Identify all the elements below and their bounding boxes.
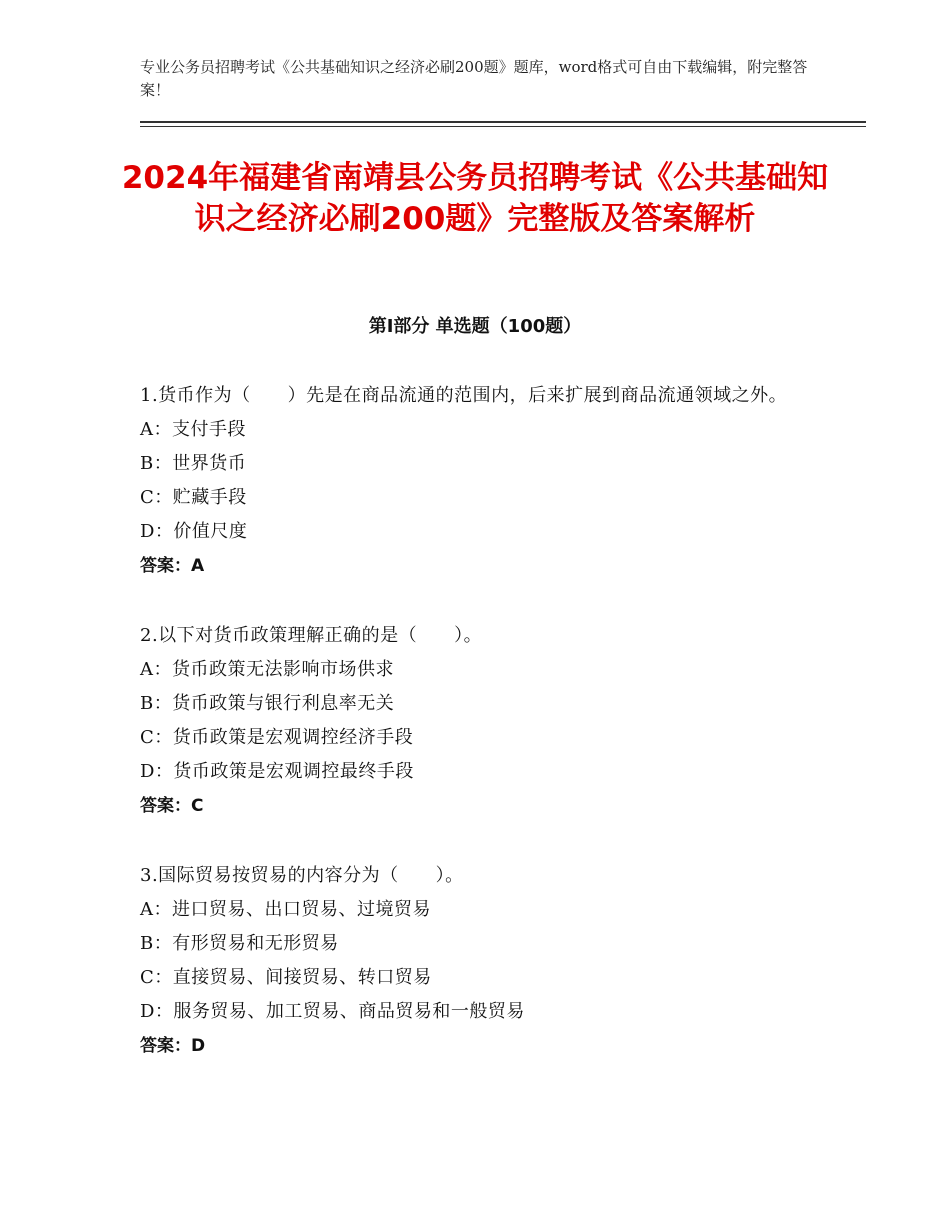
option-c: C：贮藏手段	[140, 487, 247, 508]
option-a: A：支付手段	[140, 419, 246, 440]
option-c: C：货币政策是宏观调控经济手段	[140, 727, 414, 748]
option-b: B：货币政策与银行利息率无关	[140, 693, 395, 714]
option-a: A：货币政策无法影响市场供求	[140, 659, 394, 680]
answer: 答案：D	[140, 1036, 206, 1056]
option-b: B：有形贸易和无形贸易	[140, 933, 339, 954]
question-stem: 2.以下对货币政策理解正确的是（ ）。	[140, 625, 483, 646]
question-list	[140, 379, 810, 1099]
document-title: 2024年福建省南靖县公务员招聘考试《公共基础知识之经济必刷200题》完整版及答案解析	[121, 160, 829, 237]
question-1	[140, 379, 810, 583]
question-2	[140, 619, 810, 823]
header-divider-thin	[140, 126, 866, 127]
section-title: 第Ⅰ部分 单选题（100题）	[368, 316, 582, 337]
answer: 答案：A	[140, 556, 205, 576]
option-d: D：价值尺度	[140, 521, 248, 542]
question-stem: 1.货币作为（ ）先是在商品流通的范围内，后来扩展到商品流通领域之外。	[140, 385, 788, 406]
option-a: A：进口贸易、出口贸易、过境贸易	[140, 899, 431, 920]
option-b: B：世界货币	[140, 453, 247, 474]
answer: 答案：C	[140, 796, 204, 816]
header-divider-thick	[140, 121, 866, 123]
option-c: C：直接贸易、间接贸易、转口贸易	[140, 967, 432, 988]
option-d: D：服务贸易、加工贸易、商品贸易和一般贸易	[140, 1001, 525, 1022]
question-stem: 3.国际贸易按贸易的内容分为（ ）。	[140, 865, 464, 886]
header-note: 专业公务员招聘考试《公共基础知识之经济必刷200题》题库，word格式可自由下载编辑，附完整答案！	[140, 58, 808, 99]
question-3	[140, 859, 810, 1063]
option-d: D：货币政策是宏观调控最终手段	[140, 761, 414, 782]
